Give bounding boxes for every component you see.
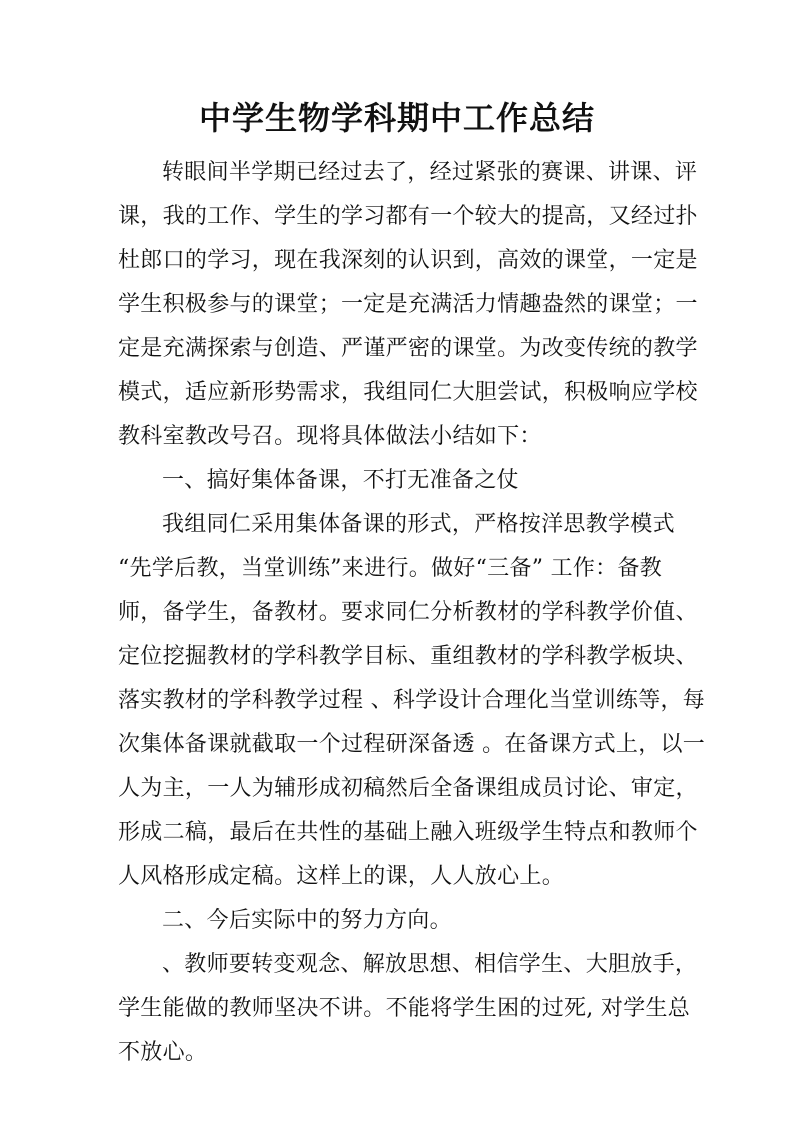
- text-line: 定是充满探索与创造、严谨严密的课堂。为改变传统的教学: [118, 336, 698, 361]
- text-line: 转眼间半学期已经过去了，经过紧张的赛课、讲课、评: [162, 160, 698, 185]
- text-line: 次集体备课就截取一个过程研深备透 。在备课方式上，以一: [118, 732, 706, 757]
- text-line: 人为主，一人为辅形成初稿然后全备课组成员讨论、审定，: [118, 776, 698, 801]
- text-line: 不放心。: [118, 1040, 208, 1065]
- text-line: 、教师要转变观念、解放思想、相信学生、大胆放手，: [162, 952, 698, 977]
- text-line: 形成二稿，最后在共性的基础上融入班级学生特点和教师个: [118, 820, 698, 845]
- document-title: 中学生物学科期中工作总结: [198, 99, 595, 137]
- text-line: 人风格形成定稿。这样上的课，人人放心上。: [118, 864, 565, 889]
- section-heading: 二、今后实际中的努力方向。: [162, 908, 452, 933]
- text-line: 课，我的工作、学生的学习都有一个较大的提高，又经过扑: [118, 204, 698, 229]
- text-line: 师，备学生，备教材。要求同仁分析教材的学科教学价值、: [118, 600, 698, 625]
- text-line: 学生积极参与的课堂；一定是充满活力情趣盎然的课堂；一: [118, 292, 698, 317]
- section-heading: 一、搞好集体备课，不打无准备之仗: [162, 468, 519, 493]
- text-line: 杜郎口的学习，现在我深刻的认识到，高效的课堂，一定是: [118, 248, 698, 273]
- text-line: 学生能做的教师坚决不讲。不能将学生困的过死, 对学生总: [118, 996, 691, 1021]
- text-line: 教科室教改号召。现将具体做法小结如下：: [118, 424, 542, 449]
- text-line: “先学后教，当堂训练”来进行。做好“三备” 工作：备教: [118, 556, 663, 581]
- text-line: 模式，适应新形势需求，我组同仁大胆尝试，积极响应学校: [118, 380, 698, 405]
- text-line: 我组同仁采用集体备课的形式，严格按洋思教学模式: [162, 512, 675, 537]
- text-line: 落实教材的学科教学过程 、科学设计合理化当堂训练等，每: [118, 688, 706, 713]
- text-line: 定位挖掘教材的学科教学目标、重组教材的学科教学板块、: [118, 644, 698, 669]
